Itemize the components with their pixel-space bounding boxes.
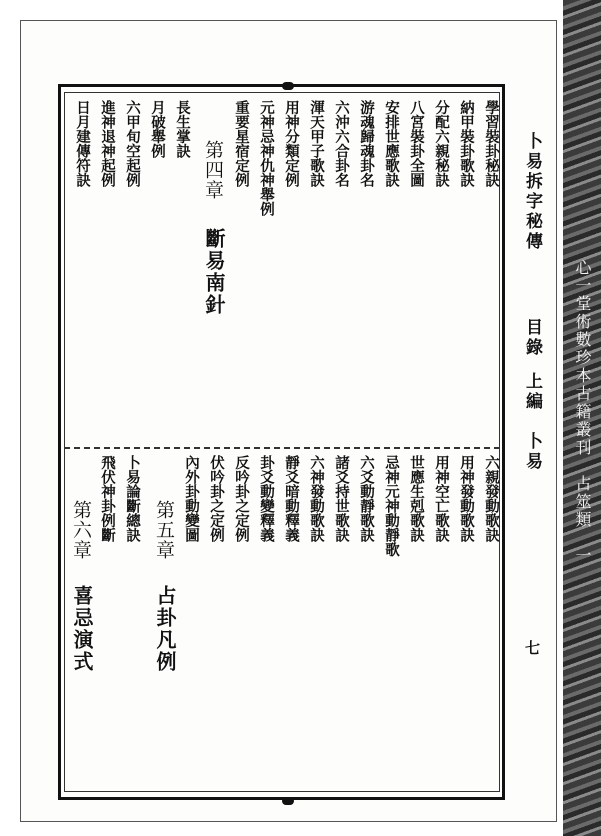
series-title-strip: 心一堂術數珍本古籍叢刊 占筮類 一 — [573, 259, 592, 565]
toc-item: 六神發動歌訣 — [308, 455, 325, 542]
frame-knob-top — [282, 82, 294, 90]
toc-item: 月破舉例 — [149, 100, 166, 158]
toc-item: 六親發動歌訣 — [483, 455, 500, 542]
frame-knob-bottom — [282, 797, 294, 805]
toc-item: 六甲旬空起例 — [124, 100, 141, 187]
toc-item: 用神分類定例 — [283, 100, 300, 187]
toc-item: 長生掌訣 — [174, 100, 191, 158]
toc-item: 渾天甲子歌訣 — [308, 100, 325, 187]
chapter-6-label: 第六章 — [70, 500, 92, 560]
toc-item: 用神空亡歌訣 — [433, 455, 450, 542]
chapter-5-title: 占卦凡例 — [153, 585, 177, 673]
toc-item: 重要星宿定例 — [233, 100, 250, 187]
toc-item: 內外卦動變圖 — [183, 455, 200, 542]
toc-item: 八宮裝卦全圖 — [408, 100, 425, 187]
toc-item: 世應生剋歌訣 — [408, 455, 425, 542]
toc-item: 靜爻暗動釋義 — [283, 455, 300, 542]
volume-label: 上編 — [522, 372, 542, 412]
toc-item: 納甲裝卦歌訣 — [458, 100, 475, 187]
chapter-4-title: 斷易南針 — [202, 228, 226, 316]
toc-item: 諸爻持世歌訣 — [333, 455, 350, 542]
toc-item: 學習裝卦秘訣 — [483, 100, 500, 187]
toc-item: 伏吟卦之定例 — [208, 455, 225, 542]
toc-item: 反吟卦之定例 — [233, 455, 250, 542]
toc-item: 用神發動歌訣 — [458, 455, 475, 542]
toc-item: 分配六親秘訣 — [433, 100, 450, 187]
toc-item: 游魂歸魂卦名 — [358, 100, 375, 187]
page-frame-inner — [64, 92, 500, 792]
toc-item: 卦爻動變釋義 — [258, 455, 275, 542]
toc-item: 安排世應歌訣 — [383, 100, 400, 187]
toc-item: 日月建傳符訣 — [74, 100, 91, 187]
section-title: 目錄 — [522, 318, 542, 358]
toc-item: 進神退神起例 — [99, 100, 116, 187]
part-label: 卜易 — [522, 432, 542, 472]
toc-item: 飛伏神卦例斷 — [99, 455, 116, 542]
chapter-6-title: 喜忌演式 — [70, 585, 94, 673]
book-title: 卜易拆字秘傳 — [522, 132, 542, 252]
page-number: 七 — [523, 640, 541, 655]
toc-item: 元神忌神仇神舉例 — [258, 100, 275, 216]
section-divider — [64, 447, 500, 449]
toc-item: 卜易論斷總訣 — [124, 455, 141, 542]
toc-item: 六爻動靜歌訣 — [358, 455, 375, 542]
chapter-4-label: 第四章 — [202, 140, 224, 200]
toc-item: 六沖六合卦名 — [333, 100, 350, 187]
toc-item: 忌神元神動靜歌 — [383, 455, 400, 557]
chapter-5-label: 第五章 — [153, 500, 175, 560]
